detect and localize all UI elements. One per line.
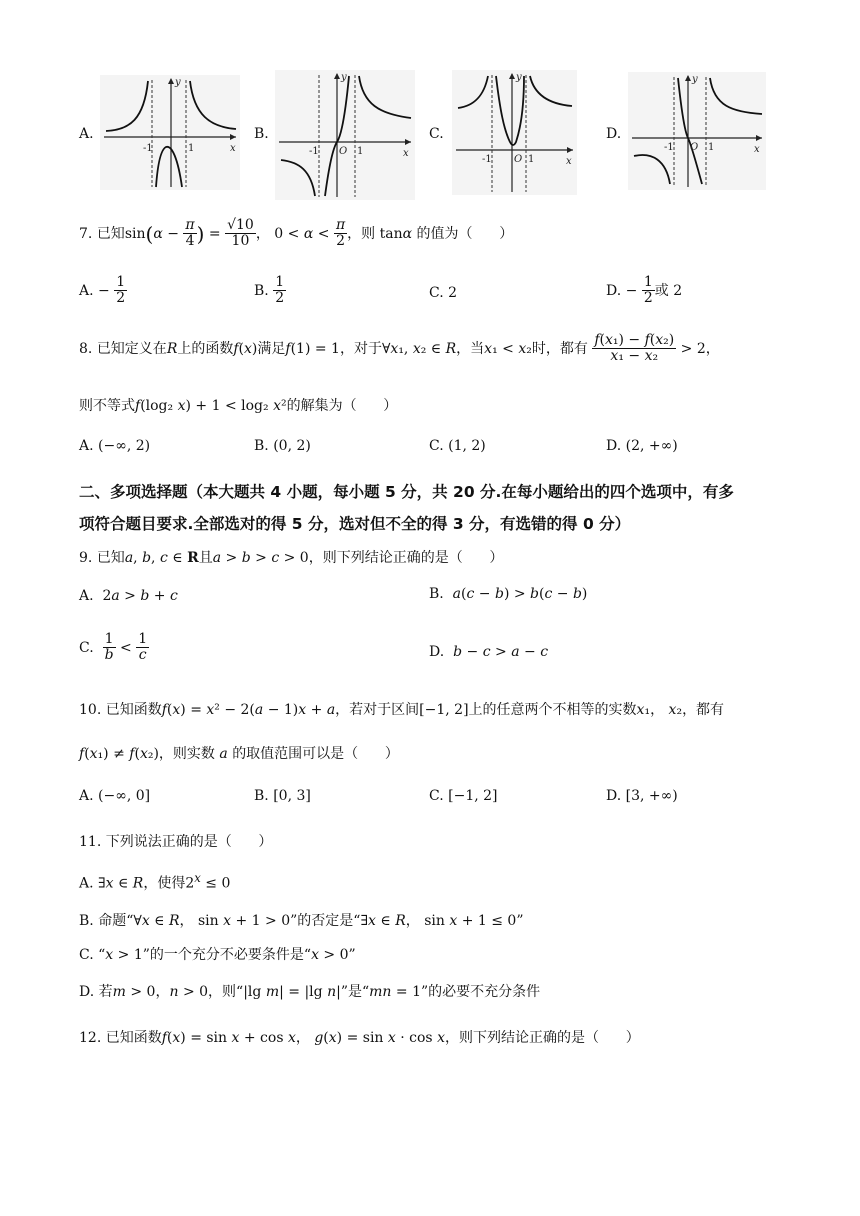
q11-d-mid2: ，则“ xyxy=(208,984,244,1000)
q6-option-b-label: B. xyxy=(254,126,269,142)
origin: O xyxy=(514,154,523,165)
q9-a-label: A. xyxy=(79,588,94,604)
axis-x: x xyxy=(230,143,236,154)
q11-a-label: A. xyxy=(79,875,94,892)
q7-b-label: B. xyxy=(254,282,269,299)
axis-y: y xyxy=(175,77,181,88)
q11-option-c: C. “x > 1”的一个充分不必要条件是“x > 0” xyxy=(79,947,356,963)
q6-option-d-label: D. xyxy=(606,126,622,142)
axis-x: x xyxy=(403,148,409,159)
q10-t5: ，都有 xyxy=(682,702,725,718)
q10-t6: ，则实数 xyxy=(158,746,215,762)
origin: O xyxy=(690,142,699,153)
q9-b-label: B. xyxy=(429,586,444,602)
q7-option-d: D. − $\frac{1}{2}$ 或 2 xyxy=(606,274,683,307)
q10-d-value: [3, +∞) xyxy=(625,788,678,804)
q8-a-label: A. xyxy=(79,438,94,454)
q9-c-label: C. xyxy=(79,639,94,656)
q11-d-mid1: ， xyxy=(155,984,170,1000)
q6-graph-d xyxy=(628,72,766,190)
q8-t7: 则不等式 xyxy=(79,398,135,414)
q9-close: ） xyxy=(489,550,504,566)
q9-t3: ，则下列结论正确的是（ xyxy=(308,550,463,566)
axis-y: y xyxy=(516,72,522,83)
q11-t1: 下列说法正确的是（ xyxy=(105,834,232,850)
q12-t2: ， xyxy=(295,1030,310,1046)
section-heading-line2: 项符合题目要求.全部选对的得 5 分，选对但不全的得 3 分，有选错的得 0 分） xyxy=(79,515,631,533)
q7-tail2: 的值为（ xyxy=(416,225,473,242)
q10-option-b xyxy=(254,788,311,804)
q8-close: ） xyxy=(383,398,398,414)
tick-neg1: -1 xyxy=(309,146,319,157)
q7-lead: 已知 xyxy=(96,225,125,242)
q11-d-end: ”的必要不充分条件 xyxy=(421,984,541,1000)
q8-stem-line1: 8. 已知定义在R上的函数f(x)满足f(1) = 1，对于∀x₁, x₂ ∈ R，当x₁ < x₂时，都有 $\frac{\text{f(x₁) − f(x₂)}}{\text{x₁ − x₂}}$ > 2， xyxy=(79,332,720,365)
q6-graph-a xyxy=(100,75,240,190)
q11-b-mid: ”的否定是“ xyxy=(290,913,361,929)
q10-option-c xyxy=(429,788,498,804)
q6-option-a-label: A. xyxy=(79,126,94,142)
q8-b-label: B. xyxy=(254,438,269,454)
q8-t3: 满足 xyxy=(257,340,286,357)
axis-x: x xyxy=(566,156,572,167)
q10-option-d xyxy=(606,788,678,804)
q10-c-label: C. xyxy=(429,788,444,804)
q7-sep: ， xyxy=(255,225,270,242)
q8-c-label: C. xyxy=(429,438,444,454)
q12-number: 12. xyxy=(79,1030,102,1046)
axis-y: y xyxy=(692,74,698,85)
q9-t2: 且 xyxy=(198,550,213,566)
q11-c-end: ” xyxy=(348,947,356,963)
q12-t3: ，则下列结论正确的是（ xyxy=(444,1030,599,1046)
axis-y: y xyxy=(341,72,347,83)
q10-t3: 上的任意两个不相等的实数 xyxy=(468,702,637,718)
q8-t5: ，当 xyxy=(456,340,485,357)
tick-1: 1 xyxy=(357,146,364,157)
q7-d-or: 或 2 xyxy=(654,282,683,299)
q9-option-c: C. $\frac{1}{b}$ < $\frac{1}{c}$ xyxy=(79,631,148,664)
q8-t8: 的解集为（ xyxy=(286,398,357,414)
q7-option-c: C. 2 xyxy=(429,285,458,301)
q11-option-b: B. 命题“∀x ∈ R， sin x + 1 > 0”的否定是“∃x ∈ R， sin x + 1 ≤ 0” xyxy=(79,913,524,929)
q11-a-mid: ，使得 xyxy=(143,875,186,892)
q11-c-label: C. “ xyxy=(79,947,106,963)
q10-stem-line1: 10. 已知函数f(x) = x² − 2(a − 1)x + a，若对于区间[−1, 2]上的任意两个不相等的实数x₁， x₂，都有 xyxy=(79,702,725,718)
q10-c-value: [−1, 2] xyxy=(448,788,498,804)
q8-t1: 已知定义在 xyxy=(96,340,167,357)
q9-option-a: A. 2a > b + c xyxy=(79,588,178,604)
q7-close: ） xyxy=(499,225,514,242)
q7-stem: 7. 已知sin(α − $\frac{\pi}{4}$ ) = $\frac{√10}{10}$ ， 0 < α < $\frac{\pi}{2}$ ，则 tanα 的值为（ ） xyxy=(79,217,514,250)
q9-option-b: B. a(c − b) > b(c − b) xyxy=(429,586,588,602)
q11-close: ） xyxy=(258,834,273,850)
q11-stem xyxy=(79,831,272,851)
q11-option-d: D. 若m > 0，n > 0，则“|lg m| = |lg n|”是“mn = 1”的必要不充分条件 xyxy=(79,984,541,1000)
section-heading-line1: 二、多项选择题（本大题共 4 小题，每小题 5 分，共 20 分.在每小题给出的四个选项中，有多 xyxy=(79,483,734,501)
q11-b-end: ” xyxy=(516,913,524,929)
tick-neg1: -1 xyxy=(143,143,153,154)
tick-1: 1 xyxy=(528,154,535,165)
q11-d-label: D. 若 xyxy=(79,984,113,1000)
axis-x: x xyxy=(754,144,760,155)
q10-b-label: B. xyxy=(254,788,269,804)
q11-c-mid: ”的一个充分不必要条件是“ xyxy=(142,947,312,963)
q9-d-label: D. xyxy=(429,644,445,660)
q8-option-d xyxy=(606,438,678,454)
q10-a-label: A. xyxy=(79,788,94,804)
q11-d-mid3: ”是“ xyxy=(340,984,370,1000)
tick-neg1: -1 xyxy=(664,142,674,153)
q12-t1: 已知函数 xyxy=(105,1030,162,1046)
q6-option-c-label: C. xyxy=(429,126,444,142)
q10-d-label: D. xyxy=(606,788,622,804)
q11-option-a: A. ∃x ∈ R，使得$2^x \le 0$ xyxy=(79,871,231,892)
q10-option-a xyxy=(79,788,150,804)
q9-stem: 9. 已知a, b, c ∈ R且a > b > c > 0，则下列结论正确的是（ ） xyxy=(79,550,504,566)
q7-tail: ，则 xyxy=(347,225,376,242)
q10-b-value: [0, 3] xyxy=(273,788,311,804)
q10-t4: ， xyxy=(650,702,665,718)
q8-stem-line2: 则不等式f(log₂ x) + 1 < log₂ x²的解集为（ ） xyxy=(79,398,398,414)
q7-a-label: A. xyxy=(79,282,94,299)
q8-option-c xyxy=(429,438,486,454)
q6-graph-b xyxy=(275,70,415,200)
q10-t7: 的取值范围可以是（ xyxy=(232,746,359,762)
q8-d-label: D. xyxy=(606,438,622,454)
q9-t1: 已知 xyxy=(96,550,125,566)
q8-c-value: (1, 2) xyxy=(448,438,486,454)
q12-close: ） xyxy=(625,1030,640,1046)
q8-a-value: (−∞, 2) xyxy=(98,438,151,454)
q8-t4: ，对于 xyxy=(339,340,382,357)
q8-t6: 时，都有 xyxy=(531,340,588,357)
tick-1: 1 xyxy=(708,142,715,153)
tick-neg1: -1 xyxy=(482,154,492,165)
tick-1: 1 xyxy=(188,143,195,154)
q7-option-b: B. $\frac{1}{2}$ xyxy=(254,274,285,307)
q8-option-a xyxy=(79,438,150,454)
q7-option-a: A. − $\frac{1}{2}$ xyxy=(79,274,126,307)
q12-stem: 12. 已知函数f(x) = sin x + cos x， g(x) = sin x · cos x，则下列结论正确的是（ ） xyxy=(79,1030,640,1046)
q7-number: 7. xyxy=(79,225,93,242)
q10-close: ） xyxy=(384,746,399,762)
q11-b-label: B. 命题“ xyxy=(79,913,134,929)
q10-t1: 已知函数 xyxy=(105,702,162,718)
q10-t2: ，若对于区间 xyxy=(335,702,420,718)
q10-number: 10. xyxy=(79,702,102,718)
q9-number: 9. xyxy=(79,550,93,566)
q8-d-value: (2, +∞) xyxy=(625,438,678,454)
q6-graph-c xyxy=(452,70,577,195)
q10-a-value: (−∞, 0] xyxy=(98,788,151,804)
q11-number: 11. xyxy=(79,834,102,850)
q9-option-d: D. b − c > a − c xyxy=(429,644,549,660)
q7-d-label: D. xyxy=(606,282,622,299)
q8-option-b xyxy=(254,438,311,454)
q8-b-value: (0, 2) xyxy=(273,438,311,454)
q10-stem-line2: f(x₁) ≠ f(x₂)，则实数 a 的取值范围可以是（ ） xyxy=(79,746,399,762)
q8-number: 8. xyxy=(79,340,93,357)
origin: O xyxy=(339,146,348,157)
q8-t2: 上的函数 xyxy=(177,340,234,357)
